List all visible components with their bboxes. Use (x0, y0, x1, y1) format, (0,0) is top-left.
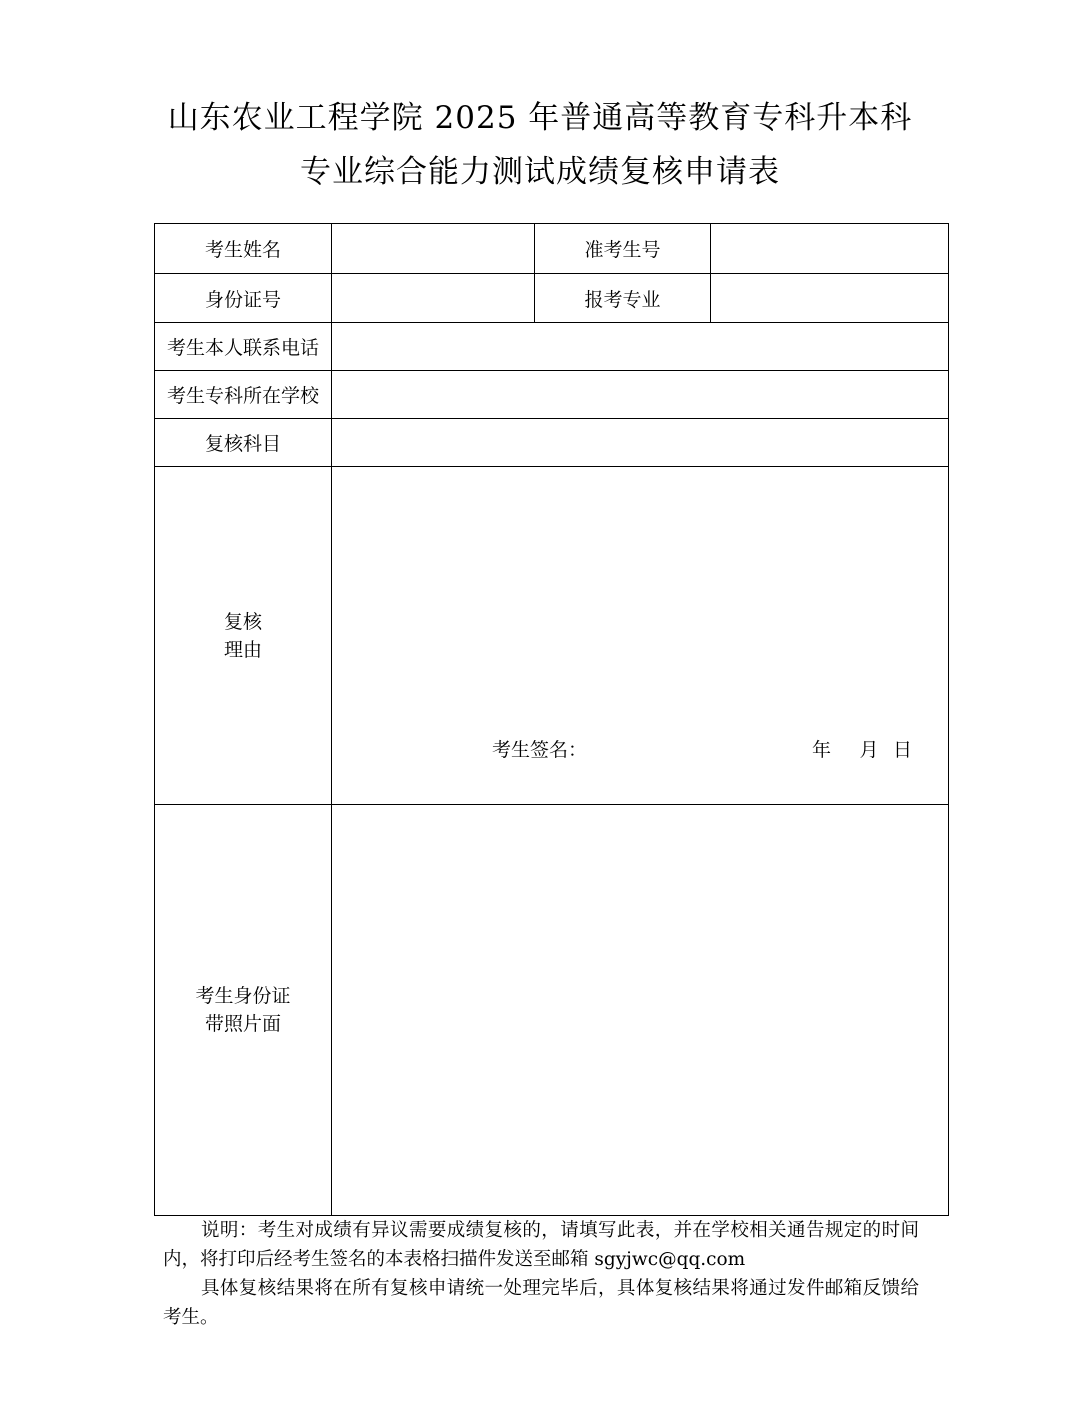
date-month-label: 月 (859, 739, 879, 761)
subject-field[interactable] (332, 419, 949, 467)
name-label: 考生姓名 (155, 224, 332, 274)
major-field[interactable] (711, 274, 949, 323)
phone-field[interactable] (332, 323, 949, 371)
row-subject (155, 419, 949, 467)
form-title-line-2: 专业综合能力测试成绩复核申请表 (300, 154, 780, 190)
date-year-label: 年 (811, 739, 831, 761)
major-label: 报考专业 (535, 274, 711, 323)
id-card-photo-area[interactable] (332, 805, 949, 1216)
subject-label: 复核科目 (155, 419, 332, 467)
row-phone (155, 323, 949, 371)
ticket-number-label: 准考生号 (535, 224, 711, 274)
form-title-line-1: 山东农业工程学院 2025 年普通高等教育专科升本科 (167, 100, 913, 136)
instructions-paragraph-2: 具体复核结果将在所有复核申请统一处理完毕后，具体复核结果将通过发件邮箱反馈给考生。 (163, 1278, 919, 1328)
school-label: 考生专科所在学校 (155, 371, 332, 419)
reason-label-line-1: 复核 (223, 610, 262, 633)
phone-label: 考生本人联系电话 (155, 323, 332, 371)
id-card-label (155, 805, 332, 1216)
reason-label-line-2: 理由 (223, 638, 262, 661)
school-field[interactable] (332, 371, 949, 419)
id-number-field[interactable] (332, 274, 535, 323)
signature-label: 考生签名： (492, 739, 588, 761)
date-day-label: 日 (893, 739, 913, 761)
reason-label (155, 467, 332, 805)
id-card-label-line-2: 带照片面 (204, 1013, 281, 1035)
row-school (155, 371, 949, 419)
row-reason (155, 467, 949, 805)
application-form-table (154, 223, 949, 1216)
row-name-ticket (155, 224, 949, 274)
instructions (163, 1216, 919, 1332)
row-id-major (155, 274, 949, 323)
id-card-label-line-1: 考生身份证 (195, 985, 291, 1007)
instructions-paragraph-1: 说明：考生对成绩有异议需要成绩复核的，请填写此表，并在学校相关通告规定的时间内，将打印后经考生签名的本表格扫描件发送至邮箱 sgyjwc@qq.com (163, 1220, 919, 1270)
name-field[interactable] (332, 224, 535, 274)
signature-date (798, 735, 912, 762)
row-id-card (155, 805, 949, 1216)
ticket-number-field[interactable] (711, 224, 949, 274)
id-number-label: 身份证号 (155, 274, 332, 323)
reason-field[interactable] (332, 467, 949, 805)
